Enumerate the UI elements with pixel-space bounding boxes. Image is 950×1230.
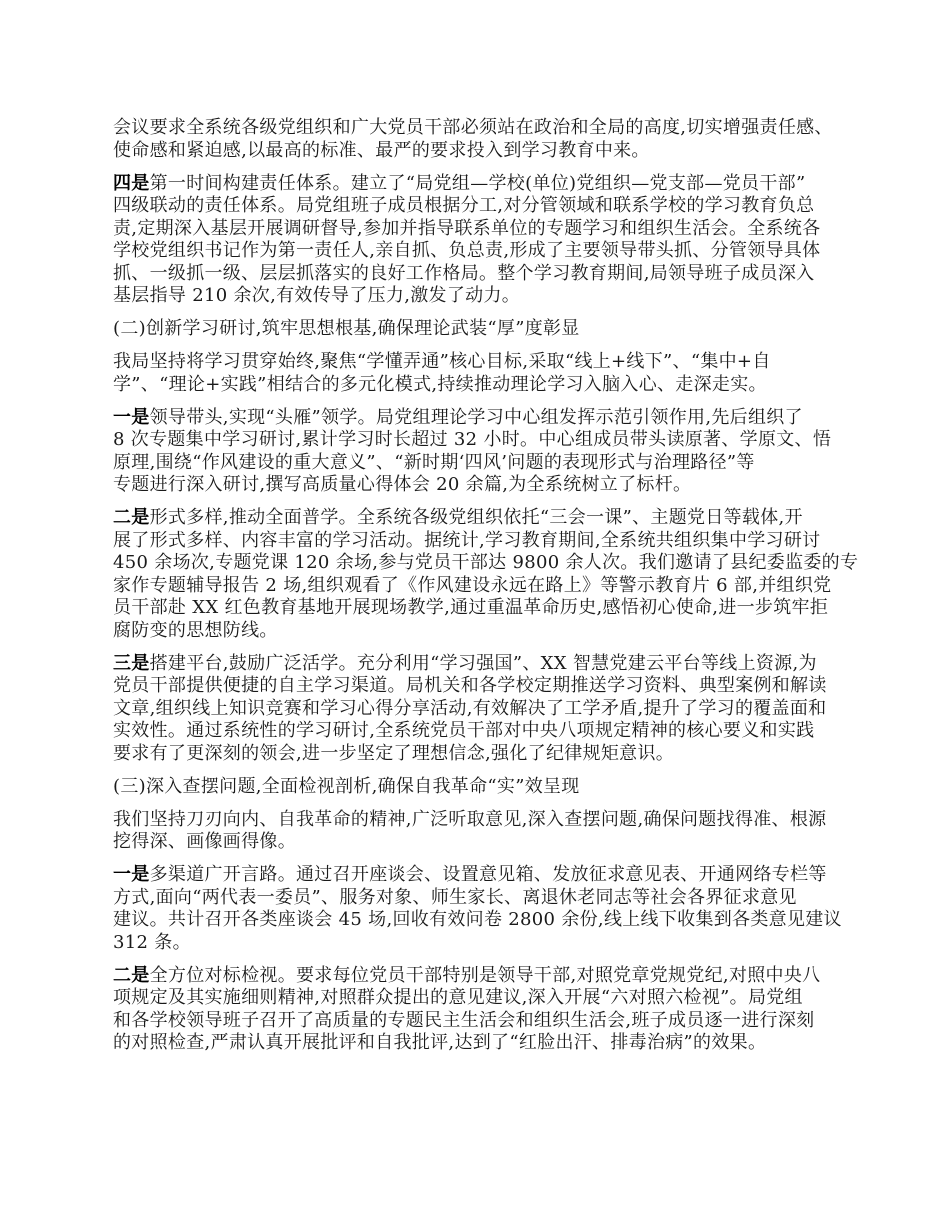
- line-text: 学”、“理论+实践”相结合的多元化模式,持续推动理论学习入脑入心、走深走实。: [113, 373, 767, 395]
- paragraph: [113, 351, 843, 396]
- text-line: [113, 698, 843, 721]
- text-line: [113, 620, 843, 643]
- paragraph: [113, 117, 843, 162]
- text-line: [113, 831, 843, 854]
- line-text: (二)创新学习研讨,筑牢思想根基,确保理论武装“厚”度彰显: [113, 318, 580, 339]
- line-text: 腐防变的思想防线。: [113, 619, 278, 641]
- line-text: 专题进行深入研讨,撰写高质量心得体会 20 余篇,为全系统树立了标杆。: [113, 474, 692, 495]
- text-line: [113, 1010, 843, 1033]
- paragraph: [113, 653, 843, 766]
- text-line: [113, 720, 843, 743]
- line-text: 党员干部提供便捷的自主学习渠道。局机关和各学校定期推送学习资料、典型案例和解读: [113, 675, 827, 696]
- text-line: [113, 240, 843, 263]
- paragraph: [113, 776, 843, 799]
- line-text: 的对照检查,严肃认真开展批评和自我批评,达到了“红脸出汗、排毒治病”的效果。: [113, 1032, 767, 1053]
- text-line: [113, 1032, 843, 1055]
- line-text: 第一时间构建责任体系。建立了“局党组—学校(单位)党组织—党支部—党员干部”: [149, 172, 806, 194]
- text-line: [113, 597, 843, 620]
- line-text: 450 余场次,专题党课 120 余场,参与党员干部达 9800 余人次。我们邀请了县纪委监委的专: [113, 552, 859, 573]
- line-text: 我局坚持将学习贯穿始终,聚焦“学懂弄通”核心目标,采取“线上+线下”、“集中+自: [113, 351, 771, 372]
- line-text: 建议。共计召开各类座谈会 45 场,回收有效问卷 2800 余份,线上线下收集到各类意见建议: [113, 909, 842, 930]
- line-text: 和各学校领导班子召开了高质量的专题民主生活会和组织生活会,班子成员逐一进行深刻: [113, 1009, 815, 1031]
- line-text: 挖得深、画像画得像。: [113, 831, 296, 852]
- line-text: 基层指导 210 余次,有效传导了压力,激发了动力。: [113, 285, 521, 306]
- text-line: [113, 965, 843, 988]
- paragraph: [113, 318, 843, 341]
- text-line: [113, 318, 843, 341]
- text-line: [113, 575, 843, 598]
- text-line: [113, 987, 843, 1010]
- paragraph-lead: 二是: [113, 507, 150, 528]
- paragraph-lead: 一是: [113, 864, 150, 885]
- text-line: [113, 809, 843, 832]
- line-text: 要求有了更深刻的领会,进一步坚定了理想信念,强化了纪律规矩意识。: [113, 742, 675, 764]
- line-text: 我们坚持刀刃向内、自我革命的精神,广泛听取意见,深入查摆问题,确保问题找得准、根源: [113, 808, 827, 830]
- line-text: 文章,组织线上知识竞赛和学习心得分享活动,有效解决了工学矛盾,提升了学习的覆盖面和: [113, 697, 827, 719]
- line-text: 抓、一级抓一级、层层抓落实的良好工作格局。整个学习教育期间,局领导班子成员深入: [113, 262, 815, 284]
- text-line: [113, 932, 843, 955]
- text-line: [113, 452, 843, 475]
- line-text: 312 条。: [113, 931, 191, 953]
- line-text: 四级联动的责任体系。局党组班子成员根据分工,对分管领域和联系学校的学习教育负总: [113, 195, 815, 216]
- line-text: 多渠道广开言路。通过召开座谈会、设置意见箱、发放征求意见表、开通网络专栏等: [149, 864, 827, 885]
- line-text: 全方位对标检视。要求每位党员干部特别是领导干部,对照党章党规党纪,对照中央八: [149, 964, 821, 986]
- line-text: 方式,面向“两代表一委员”、服务对象、师生家长、离退休老同志等社会各界征求意见: [113, 886, 797, 908]
- line-text: (三)深入查摆问题,全面检视剖析,确保自我革命“实”效呈现: [113, 775, 580, 797]
- text-line: [113, 552, 859, 575]
- text-line: [113, 474, 843, 497]
- line-text: 责,定期深入基层开展调研督导,参加并指导联系单位的专题学习和组织生活会。全系统各: [113, 217, 821, 239]
- paragraph: [113, 965, 843, 1055]
- line-text: 项规定及其实施细则精神,对照群众提出的意见建议,深入开展“六对照六检视”。局党组: [113, 987, 803, 1008]
- text-line: [113, 776, 843, 799]
- text-line: [113, 285, 843, 308]
- line-text: 8 次专题集中学习研讨,累计学习时长超过 32 小时。中心组成员带头读原著、学原文、悟: [113, 429, 832, 450]
- text-line: [113, 407, 843, 430]
- paragraph-lead: 一是: [113, 406, 150, 428]
- text-line: [113, 140, 843, 163]
- text-line: [113, 909, 843, 932]
- text-line: [113, 173, 843, 196]
- paragraph: [113, 173, 843, 308]
- line-text: 原理,围绕“作风建设的重大意义”、“新时期‘四风’问题的表现形式与治理路径”等: [113, 451, 755, 473]
- text-line: [113, 117, 843, 140]
- line-text: 员干部赴 XX 红色教育基地开展现场教学,通过重温革命历史,感悟初心使命,进一步筑牢拒: [113, 597, 829, 618]
- line-text: 搭建平台,鼓励广泛活学。充分利用“学习强国”、XX 智慧党建云平台等线上资源,为: [149, 652, 817, 674]
- text-line: [113, 351, 843, 374]
- text-line: [113, 864, 843, 887]
- text-line: [113, 887, 843, 910]
- line-text: 展了形式多样、内容丰富的学习活动。据统计,学习教育期间,全系统共组织集中学习研讨: [113, 529, 821, 551]
- paragraph: [113, 407, 843, 497]
- text-line: [113, 743, 843, 766]
- text-line: [113, 374, 843, 397]
- line-text: 使命感和紧迫感,以最高的标准、最严的要求投入到学习教育中来。: [113, 139, 650, 161]
- line-text: 会议要求全系统各级党组织和广大党员干部必须站在政治和全局的高度,切实增强责任感、: [113, 117, 833, 138]
- line-text: 家作专题辅导报告 2 场,组织观看了《作风建设永远在路上》等警示教育片 6 部,并组织党: [113, 574, 832, 596]
- text-line: [113, 195, 843, 218]
- text-line: [113, 653, 843, 676]
- line-text: 形式多样,推动全面普学。全系统各级党组织依托“三会一课”、主题党日等载体,开: [149, 507, 803, 528]
- paragraph-lead: 三是: [113, 652, 150, 674]
- line-text: 实效性。通过系统性的学习研讨,全系统党员干部对中央八项规定精神的核心要义和实践: [113, 720, 815, 741]
- paragraph: [113, 507, 859, 642]
- text-line: [113, 429, 843, 452]
- text-line: [113, 218, 843, 241]
- paragraph: [113, 864, 843, 954]
- paragraph: [113, 809, 843, 854]
- text-line: [113, 675, 843, 698]
- text-line: [113, 530, 843, 553]
- line-text: 领导带头,实现“头雁”领学。局党组理论学习中心组发挥示范引领作用,先后组织了: [149, 406, 803, 428]
- line-text: 学校党组织书记作为第一责任人,亲自抓、负总责,形成了主要领导带头抓、分管领导具体: [113, 240, 821, 261]
- document-page: [113, 117, 859, 1065]
- paragraph-lead: 四是: [113, 172, 150, 194]
- text-line: [113, 263, 843, 286]
- paragraph-lead: 二是: [113, 964, 150, 986]
- text-line: [113, 507, 843, 530]
